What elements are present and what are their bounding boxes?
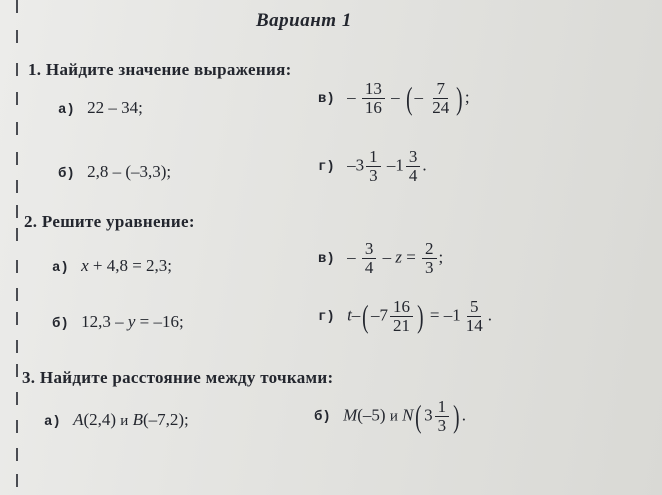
operator: – [386,155,396,175]
variable: y [127,312,136,331]
denominator: 14 [465,315,483,335]
denominator: 16 [364,97,382,117]
margin-line-mark [16,92,18,105]
denominator: 4 [364,257,374,277]
operator: – [414,87,423,107]
operator: – [391,87,400,107]
margin-line-mark [16,63,18,76]
numerator: 1 [435,398,450,417]
punctuation: ; [166,162,172,181]
equals-sign: = [139,312,150,331]
item-label: в) [318,251,335,268]
paren-open: ( [415,398,422,435]
task-number: 2. [24,212,38,231]
numerator: 16 [390,298,413,317]
item-label: а) [52,260,69,276]
denominator: 3 [425,257,434,277]
item-label: б) [314,409,331,426]
punctuation: . [422,155,427,175]
margin-line-mark [16,30,18,43]
operator: – [347,87,356,107]
whole-part: 1 [395,155,404,175]
fraction [390,298,413,335]
numerator: 5 [467,298,482,317]
operator: – [347,247,356,267]
margin-line-mark [16,340,18,353]
margin-line-mark [16,392,18,405]
punctuation: ; [184,410,189,429]
fraction [429,80,452,117]
number: 12,3 [81,312,111,331]
task-1-item-a [58,98,143,118]
variable: t [347,305,352,325]
task-text: Найдите значение выражения: [45,60,292,79]
task-3-item-b [314,398,466,435]
punctuation: ; [464,87,470,107]
number: 2,3 [146,256,168,275]
paren-close: ) [456,80,463,117]
task-2-item-v [318,240,443,277]
item-label: б) [52,316,69,332]
task-3-heading [22,368,333,388]
variable: x [81,256,89,275]
paren-open: ( [362,298,369,335]
operator: – [443,305,453,325]
operator: – [112,162,122,181]
number: (–3,3) [125,162,167,181]
task-2-item-g [318,298,492,335]
operator: – [370,305,380,325]
variant-title: Вариант 1 [256,10,352,31]
margin-line-mark [16,0,18,13]
task-2-item-a [52,256,172,276]
task-number: 3. [22,368,36,387]
coordinates: (–5) [357,405,386,425]
operator: – [115,312,124,331]
number: 2,8 [87,162,109,181]
punctuation: ; [438,247,444,267]
equals-sign: = [429,305,440,325]
operator: + [92,256,103,275]
point-name: M [343,405,358,425]
task-1-item-b [58,162,171,182]
paren-close: ) [417,298,424,335]
margin-line-mark [16,448,18,461]
denominator: 3 [437,415,447,435]
numerator: 1 [366,148,381,167]
fraction [362,240,377,277]
margin-line-mark [16,420,18,433]
task-1-heading [28,60,292,80]
equals-sign: = [132,256,142,275]
denominator: 21 [392,315,410,335]
operator: – [347,155,356,175]
conjunction: и [389,408,398,425]
fraction [406,148,421,185]
whole-part: 7 [379,305,388,325]
point-name: N [402,405,414,425]
number: –16 [153,312,179,331]
margin-line-mark [16,288,18,301]
item-label: а) [44,414,61,430]
number: 34 [121,98,139,117]
operator: – [351,305,361,325]
task-2-item-b [52,312,184,332]
punctuation: ; [178,312,184,331]
item-label: б) [58,166,75,182]
item-label: г) [318,309,335,326]
task-3-item-a [44,410,189,430]
margin-line-mark [16,474,18,487]
punctuation: ; [138,98,143,117]
task-text: Решите уравнение: [41,212,195,231]
fraction [435,398,450,435]
item-label: в) [318,91,335,108]
fraction [422,240,437,277]
numerator: 7 [433,80,448,99]
margin-line-mark [16,364,18,377]
paren-close: ) [453,398,460,435]
task-number: 1. [28,60,42,79]
numerator: 2 [422,240,437,259]
whole-part: 3 [355,155,365,175]
number: 22 [87,98,105,117]
whole-part: 1 [452,305,461,325]
numerator: 3 [362,240,377,259]
margin-line-mark [16,312,18,325]
equals-sign: = [406,247,416,267]
margin-line-mark [16,152,18,165]
fraction [366,148,381,185]
denominator: 3 [369,165,378,185]
punctuation: . [487,305,492,325]
item-label: г) [318,159,335,176]
task-1-item-v [318,80,470,117]
denominator: 4 [408,165,418,185]
margin-line-mark [16,260,18,273]
coordinates: (–7,2) [142,410,185,429]
variable: z [395,247,402,267]
fraction [463,298,486,335]
margin-line-mark [16,180,18,193]
coordinates: (2,4) [83,410,117,429]
margin-line-mark [16,122,18,135]
numerator: 13 [362,80,385,99]
task-text: Найдите расстояние между точками: [39,368,334,387]
task-1-item-g [318,148,427,185]
operator: – [382,247,392,267]
fraction [362,80,385,117]
item-label: а) [58,102,75,118]
punctuation: . [461,405,466,425]
punctuation: ; [167,256,173,275]
point-name: B [132,410,143,429]
denominator: 24 [432,97,450,117]
point-name: A [73,410,84,429]
margin-line-mark [16,205,18,218]
whole-part: 3 [424,405,433,425]
numerator: 3 [406,148,421,167]
margin-line-mark [16,228,18,241]
paren-open: ( [405,80,413,117]
conjunction: и [120,413,129,429]
operator: – [108,98,117,117]
number: 4,8 [106,256,128,275]
task-2-heading [24,212,195,232]
